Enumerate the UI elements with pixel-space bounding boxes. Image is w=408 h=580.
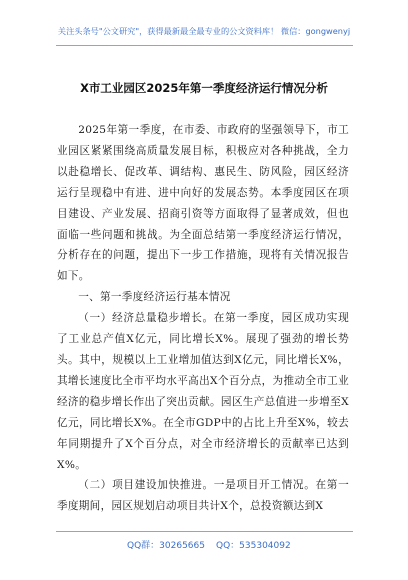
document-title: X市工业园区2025年第一季度经济运行情况分析 [80, 81, 328, 95]
section-heading: 一、第一季度经济运行基本情况 [78, 291, 231, 304]
intro-paragraph: 2025年第一季度，在市委、市政府的坚强领导下，市工业园区紧紧围绕高质量发展目标，积极应对各种挑战，全力以赴稳增长、促改革、调结构、惠民生、防风险，园区经济运行呈现稳中有进、进中向好的发展态势。本季度园区在项目建设、产业发展、招商引资等方面取得了显著成效，但也面临一些问题和挑战。为全面总结第一季度经济运行情况，分析存在的问题，提出下一步工作措施，现将有关情况报告如下。 [57, 124, 349, 283]
qq-number: QQ：535304092 [216, 541, 291, 551]
header-divider [56, 45, 353, 46]
footer-divider [56, 531, 353, 532]
body-paragraph: （一）经济总量稳步增长。在第一季度，园区成功实现了工业总产值X亿元，同比增长X%。展现了强劲的增长势头。其中，规模以上工业增加值达到X亿元，同比增长X%，其增长速度比全市平均水平高出X个百分点，为推动全市工业经济的稳步增长作出了突出贡献。园区生产总值进一步增至X亿元，同比增长X%。在全市GDP中的占比上升至X%，较去年同期提升了X个百分点，对全市经济增长的贡献率已达到X%。 [57, 312, 349, 471]
header-banner: 关注头条号"公文研究"，获得最新最全最专业的公文资料库！ 微信：gongwenyj [57, 26, 351, 36]
body-paragraph: （二）项目建设加快推进。一是项目开工情况。在第一季度期间，园区规划启动项目共计X个，总投资额达到X [57, 479, 349, 513]
qq-group-number: QQ群：30265665 [127, 541, 205, 551]
document-body [57, 120, 349, 517]
